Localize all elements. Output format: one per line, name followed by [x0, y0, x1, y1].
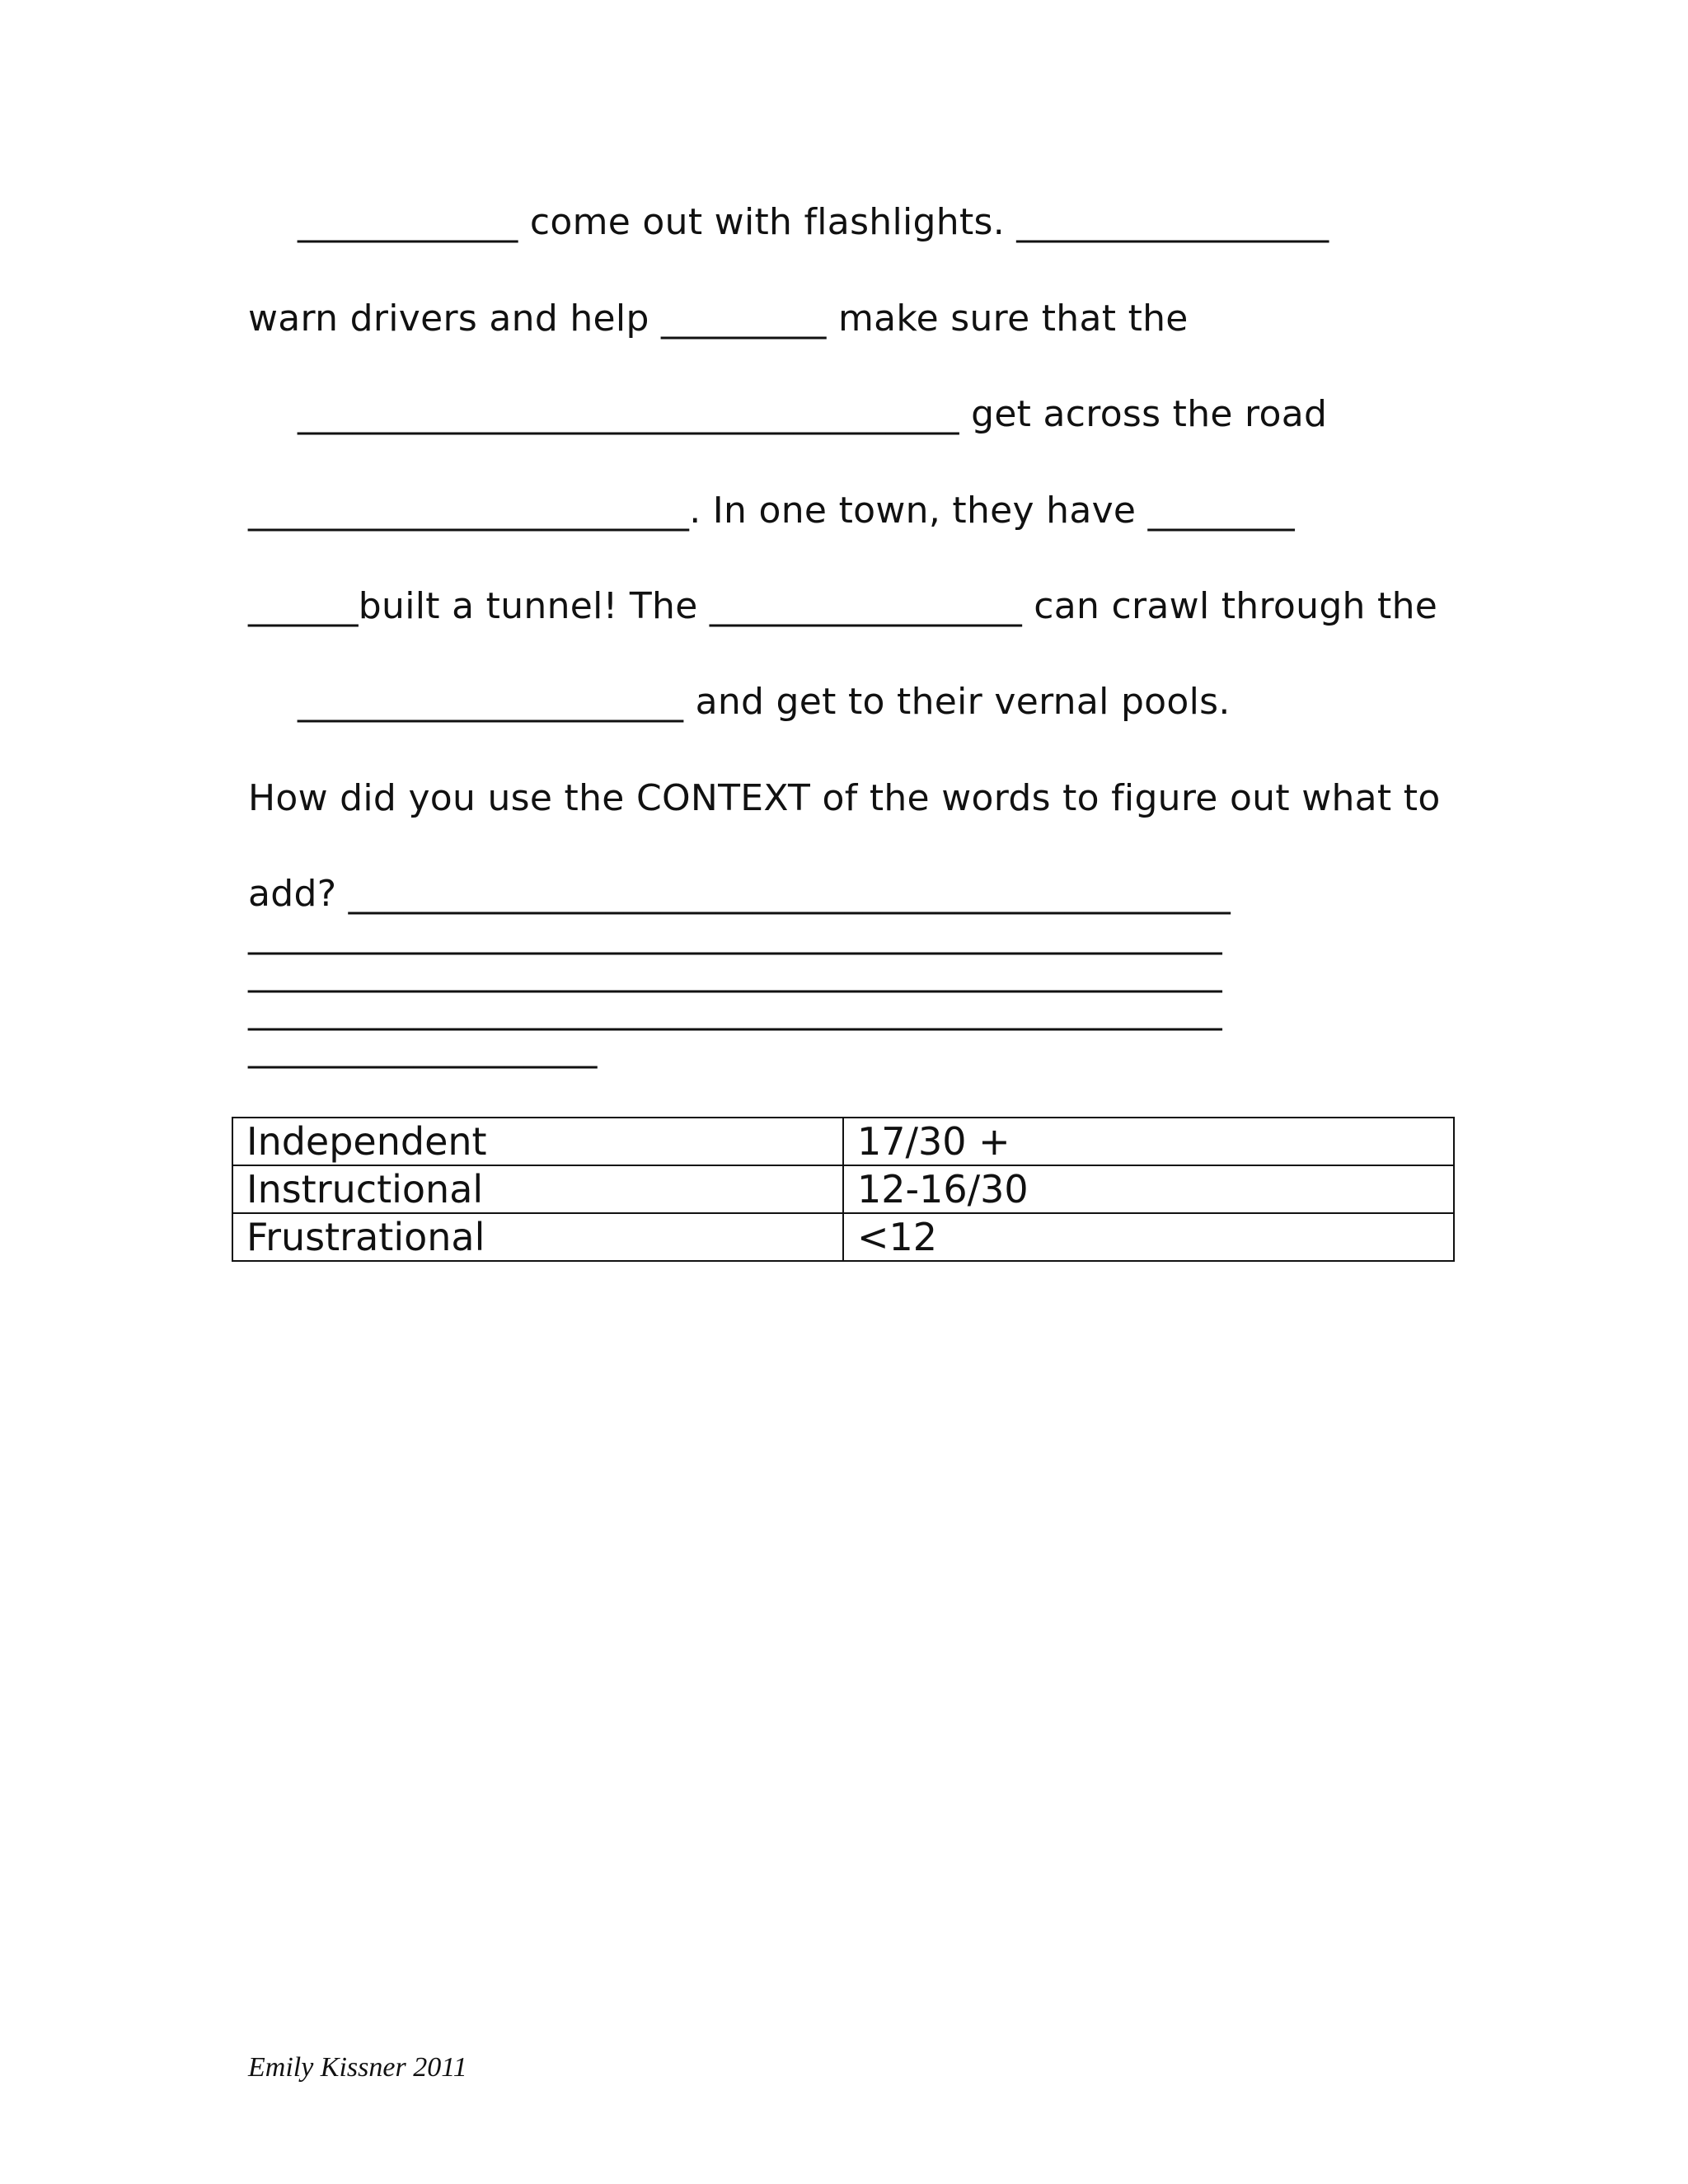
scoring-table: [232, 1117, 1455, 1262]
footer-credit: Emily Kissner 2011: [248, 2052, 467, 2083]
answer-line: add? ________________________________________________: [248, 873, 1231, 915]
text-line: ________________________. In one town, they have ________: [248, 490, 1295, 532]
answer-line: _____________________________________________________: [248, 989, 1222, 1031]
score-cell: 17/30 +: [843, 1118, 1454, 1165]
table-row: [232, 1165, 1454, 1213]
text-line: ______built a tunnel! The _________________ can crawl through the: [248, 585, 1438, 627]
text-line: ____________ come out with flashlights. _________________: [298, 201, 1329, 243]
table-row: [232, 1213, 1454, 1261]
level-cell: Instructional: [232, 1165, 843, 1213]
score-cell: 12-16/30: [843, 1165, 1454, 1213]
level-cell: Independent: [232, 1118, 843, 1165]
table-row: [232, 1118, 1454, 1165]
question-line: How did you use the CONTEXT of the words to figure out what to: [248, 777, 1441, 819]
answer-line: _____________________________________________________: [248, 913, 1222, 955]
text-line: _____________________ and get to their vernal pools.: [298, 681, 1231, 723]
text-line: ____________________________________ get across the road: [298, 393, 1328, 435]
score-cell: <12: [843, 1213, 1454, 1261]
text-line: warn drivers and help _________ make sure that the: [248, 298, 1189, 340]
answer-line: ___________________: [248, 1027, 598, 1069]
level-cell: Frustrational: [232, 1213, 843, 1261]
answer-line: _____________________________________________________: [248, 951, 1222, 993]
